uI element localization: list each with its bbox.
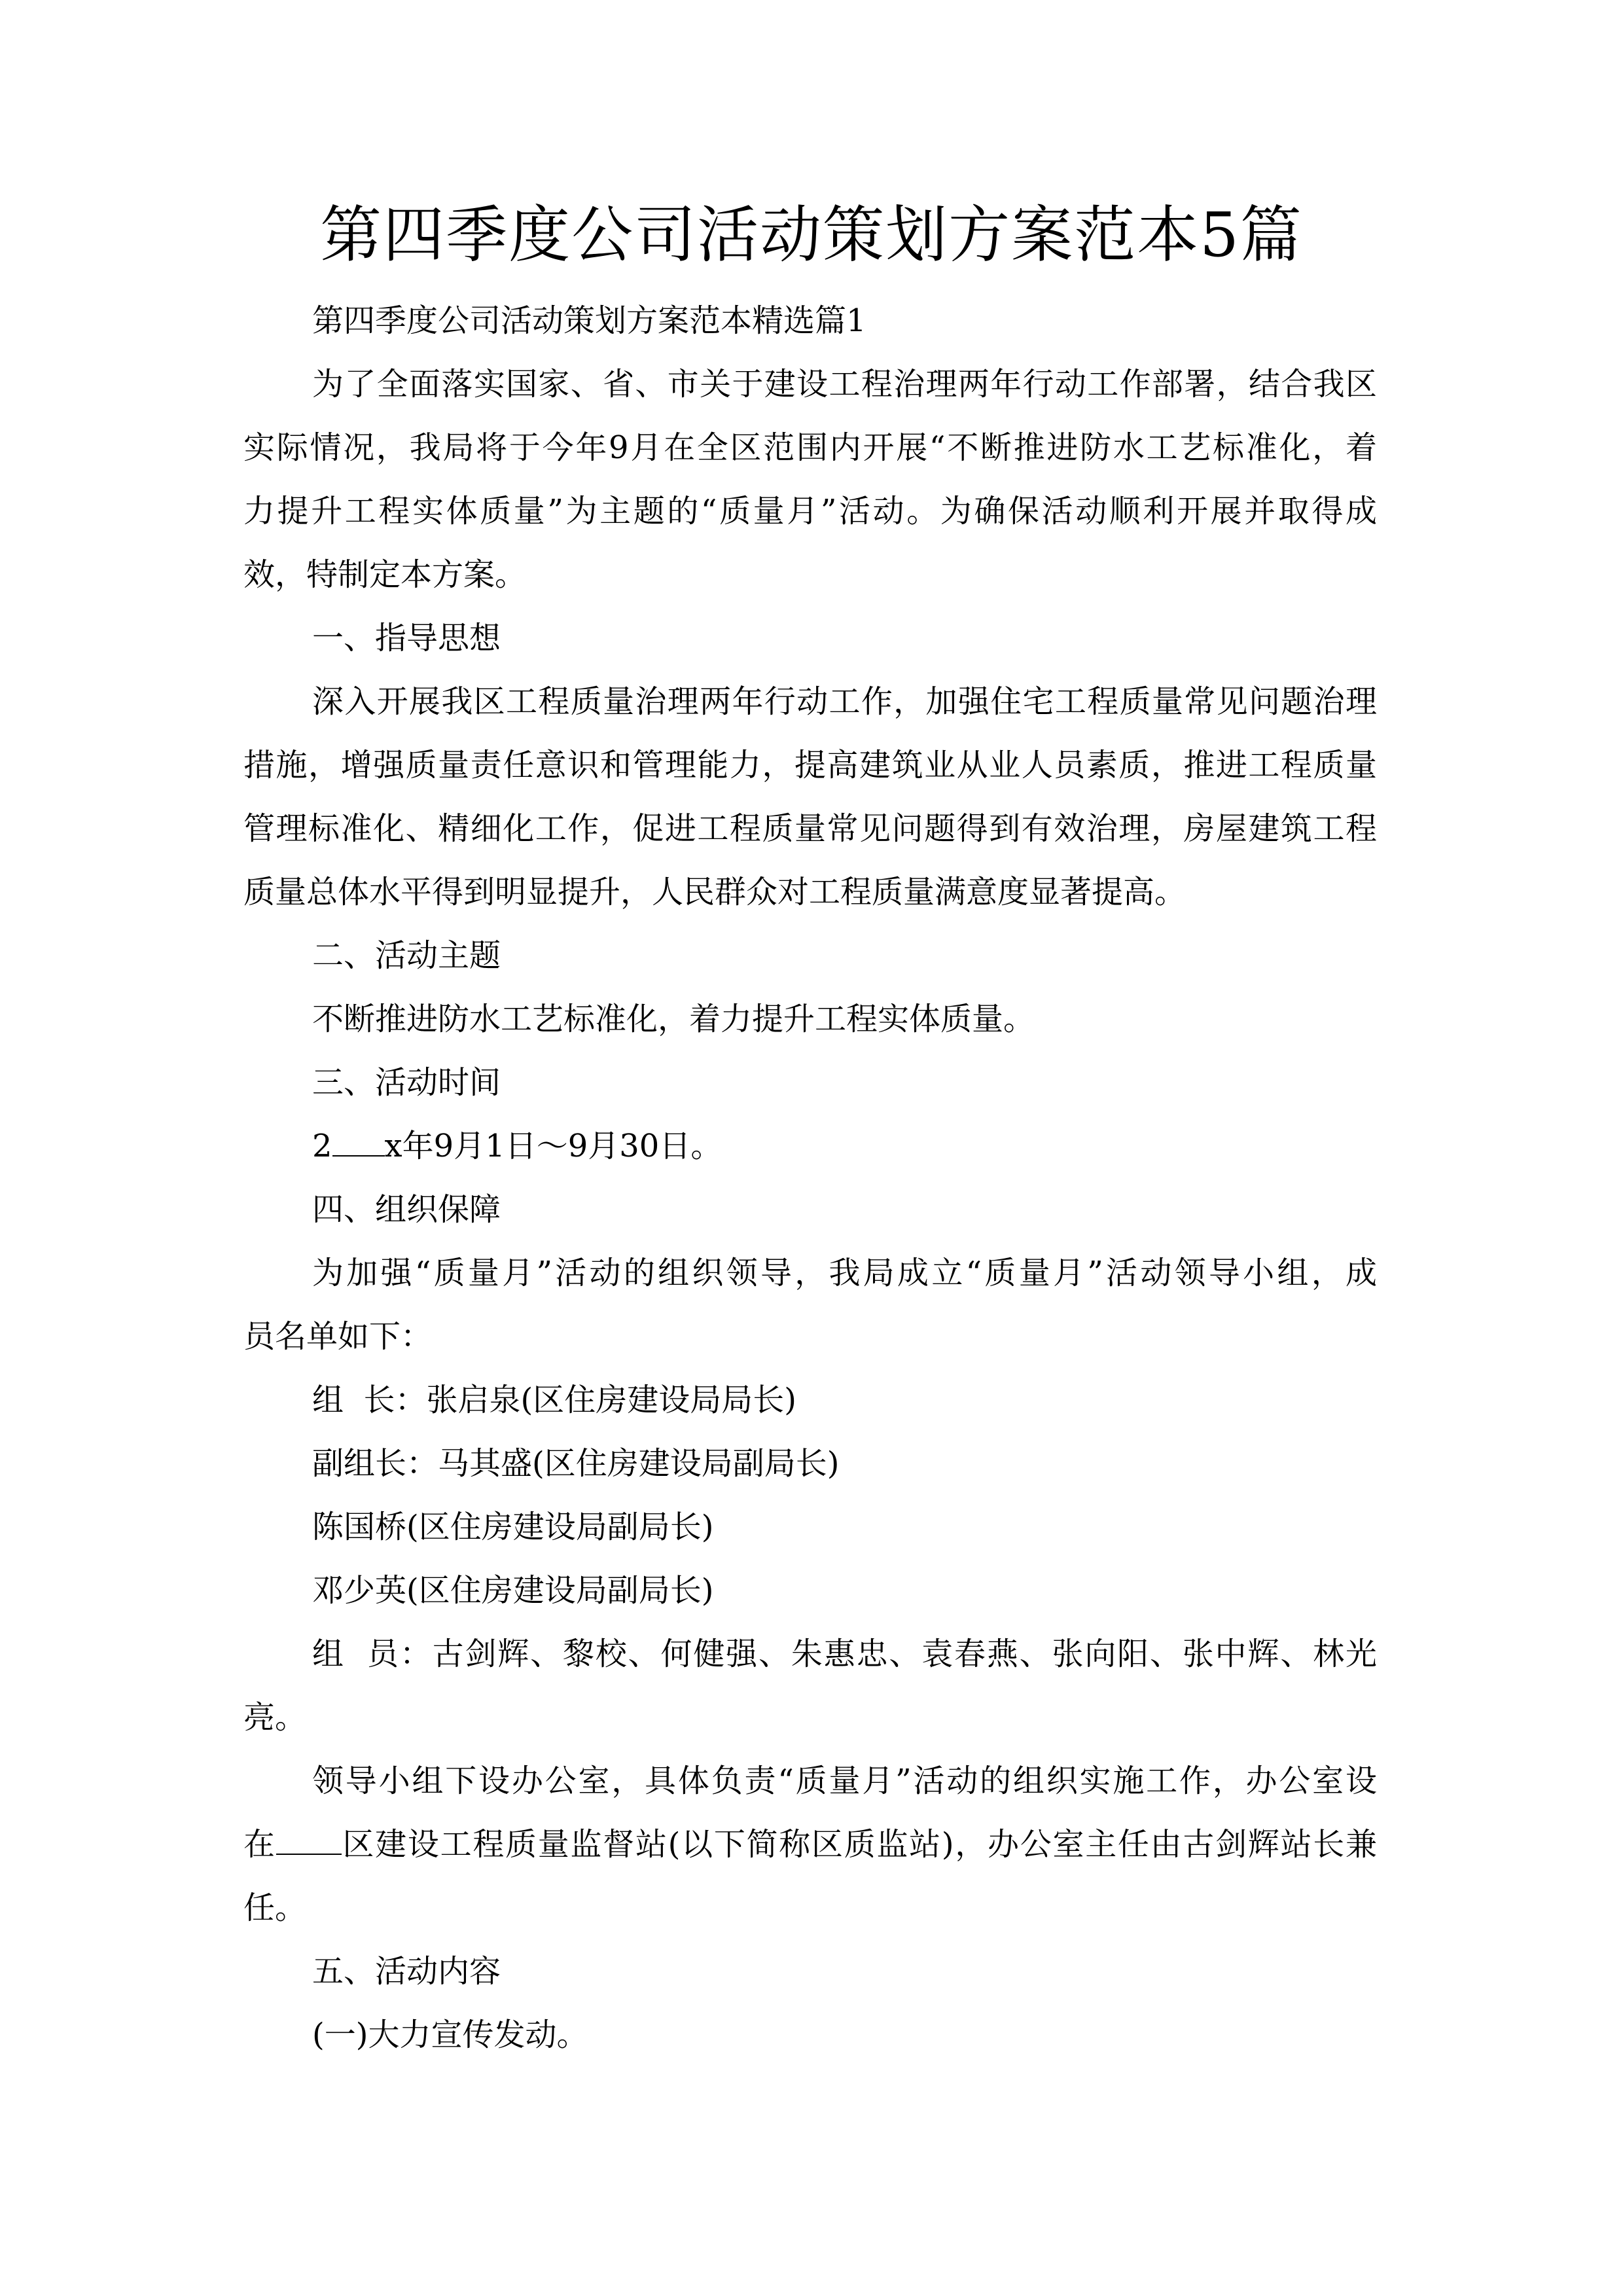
paragraph-line: 亮。 — [243, 1699, 307, 1736]
paragraph-line: 领导小组下设办公室，具体负责“质量月”活动的组织实施工作，办公室设 — [312, 1763, 1377, 1799]
section4-paragraph — [243, 1242, 1377, 1369]
paragraph-line: 组 员：古剑辉、黎校、何健强、朱惠忠、袁春燕、张向阳、张中辉、林光 — [312, 1636, 1377, 1672]
paragraph-line: 措施，增强质量责任意识和管理能力，提高建筑业从业人员素质，推进工程质量 — [243, 747, 1377, 783]
group-leader: 组 长：张启泉(区住房建设局局长) — [312, 1382, 796, 1418]
section1-paragraph — [243, 670, 1377, 924]
paragraph-line: 为加强“质量月”活动的组织领导，我局成立“质量月”活动领导小组，成 — [312, 1255, 1377, 1291]
paragraph-line: 为了全面落实国家、省、市关于建设工程治理两年行动工作部署，结合我区 — [312, 366, 1377, 403]
paragraph-line: 员名单如下： — [243, 1318, 433, 1355]
document-title: 第四季度公司活动策划方案范本5篇 — [320, 200, 1303, 271]
paragraph-line: 质量总体水平得到明显提升，人民群众对工程质量满意度显著提高。 — [243, 874, 1186, 910]
subtitle: 第四季度公司活动策划方案范本精选篇1 — [312, 302, 866, 339]
section-heading: 一、指导思想 — [312, 620, 501, 656]
document-body — [243, 289, 1377, 2067]
paragraph-line: 力提升工程实体质量”为主题的“质量月”活动。为确保活动顺利开展并取得成 — [243, 493, 1377, 529]
section-heading: 四、组织保障 — [312, 1191, 501, 1228]
paragraph-line: 深入开展我区工程质量治理两年行动工作，加强住宅工程质量常见问题治理 — [312, 683, 1377, 720]
blank-underline — [332, 1155, 385, 1157]
paragraph-line — [243, 1813, 1377, 1876]
intro-paragraph — [243, 353, 1377, 607]
date-prefix: 2 — [312, 1128, 332, 1164]
paragraph-line: 效，特制定本方案。 — [243, 556, 527, 593]
paragraph-line: 实际情况，我局将于今年9月在全区范围内开展“不断推进防水工艺标准化，着 — [243, 429, 1377, 466]
date-suffix: x年9月1日～9月30日。 — [384, 1128, 722, 1164]
group-members — [243, 1623, 1377, 1749]
activity-date — [243, 1115, 1377, 1178]
office-prefix: 在 — [243, 1826, 276, 1863]
deputy-leader: 副组长：马其盛(区住房建设局副局长) — [312, 1445, 840, 1482]
office-paragraph — [243, 1749, 1377, 1940]
paragraph-line: 任。 — [243, 1890, 307, 1926]
section-heading: 二、活动主题 — [312, 937, 501, 974]
section-heading: 三、活动时间 — [312, 1064, 501, 1101]
subsection-heading: (一)大力宣传发动。 — [312, 2017, 588, 2053]
office-suffix: 区建设工程质量监督站(以下简称区质监站)，办公室主任由古剑辉站长兼 — [341, 1826, 1377, 1863]
section-heading: 五、活动内容 — [312, 1953, 501, 1990]
blank-underline — [276, 1853, 342, 1855]
deputy-leader-2: 陈国桥(区住房建设局副局长) — [312, 1509, 714, 1545]
activity-theme: 不断推进防水工艺标准化，着力提升工程实体质量。 — [312, 1001, 1035, 1037]
deputy-leader-3: 邓少英(区住房建设局副局长) — [312, 1572, 714, 1609]
paragraph-line: 管理标准化、精细化工作，促进工程质量常见问题得到有效治理，房屋建筑工程 — [243, 810, 1377, 847]
